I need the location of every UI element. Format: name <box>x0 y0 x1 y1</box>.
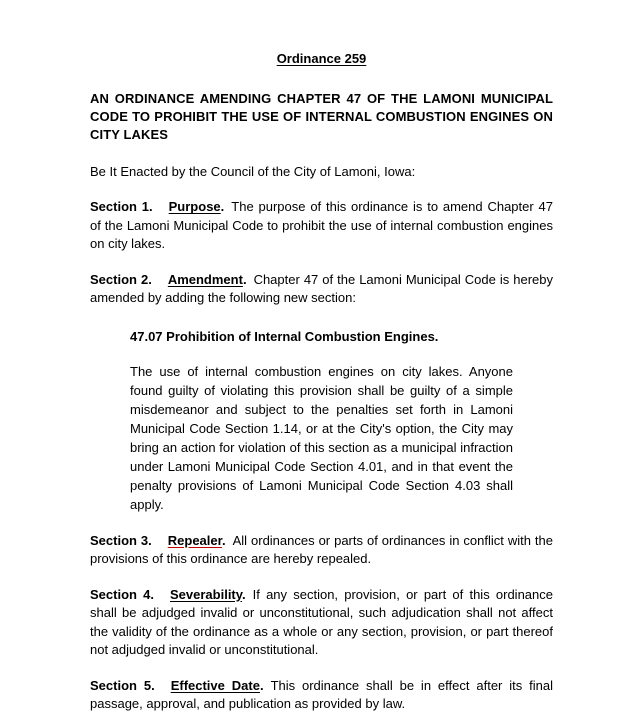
inserted-code-heading: 47.07 Prohibition of Internal Combustion Engines. <box>130 328 439 344</box>
section-3-body: All ordinances or parts of ordinances in conflict with the provisions of this ordinance are hereby repealed. <box>90 532 553 567</box>
section-4-paragraph <box>90 569 553 660</box>
section-5-term-period: . <box>259 677 264 693</box>
section-3-label: Section 3. <box>90 532 152 548</box>
section-2-term-period: . <box>242 271 247 287</box>
section-4-label: Section 4. <box>90 586 154 602</box>
section-2-paragraph <box>90 254 553 308</box>
section-4-body: If any section, provision, or part of this ordinance shall be adjudged invalid or unconstitutional, such adjudication shall not affect the validity of the ordinance as a whole or any section, provision, or part thereof not adjudged invalid or unconstitutional. <box>90 586 553 658</box>
section-4-term: Severability <box>170 586 243 602</box>
section-1-body: The purpose of this ordinance is to amend Chapter 47 of the Lamoni Municipal Code to prohibit the use of internal combustion engines on city lakes. <box>90 199 553 252</box>
enacting-clause: Be It Enacted by the Council of the City of Lamoni, Iowa: <box>90 163 416 179</box>
section-3-term-period: . <box>221 532 226 548</box>
section-4-term-period: . <box>242 586 246 602</box>
section-5-paragraph <box>90 660 553 713</box>
ordinance-title: AN ORDINANCE AMENDING CHAPTER 47 OF THE LAMONI MUNICIPAL CODE TO PROHIBIT THE USE OF INTERNAL COMBUSTION ENGINES ON CITY LAKES <box>90 90 553 143</box>
section-1-term: Purpose <box>168 199 221 215</box>
section-2-term: Amendment <box>167 271 243 287</box>
section-5-body: This ordinance shall be in effect after its final passage, approval, and publication as provided by law. <box>90 677 553 711</box>
section-3-term: Repealer <box>167 532 222 548</box>
section-2-label: Section 2. <box>90 271 152 287</box>
section-5-term: Effective Date <box>170 677 260 693</box>
section-3-paragraph <box>90 515 553 569</box>
ordinance-number-text: Ordinance 259 <box>276 51 367 66</box>
section-1-label: Section 1. <box>90 199 153 215</box>
inserted-code-paragraph: The use of internal combustion engines on city lakes. Anyone found guilty of violating this provision shall be guilty of a simple misdemeanor and subject to the penalties set forth in Lamoni Municipal Code Section 1.14, or at the City's option, the City may bring an action for violation of this section as a municipal infraction under Lamoni Municipal Code Section 4.01, and in that event the penalty provisions of Lamoni Municipal Code Section 4.03 shall apply. <box>130 364 513 512</box>
section-1-term-period: . <box>220 199 225 215</box>
document-body <box>90 0 553 713</box>
inserted-code-block <box>90 308 553 515</box>
ordinance-number-heading <box>90 0 553 68</box>
section-2-body: Chapter 47 of the Lamoni Municipal Code is hereby amended by adding the following new section: <box>90 271 553 306</box>
section-5-label: Section 5. <box>90 677 155 693</box>
section-1-paragraph <box>90 181 553 253</box>
